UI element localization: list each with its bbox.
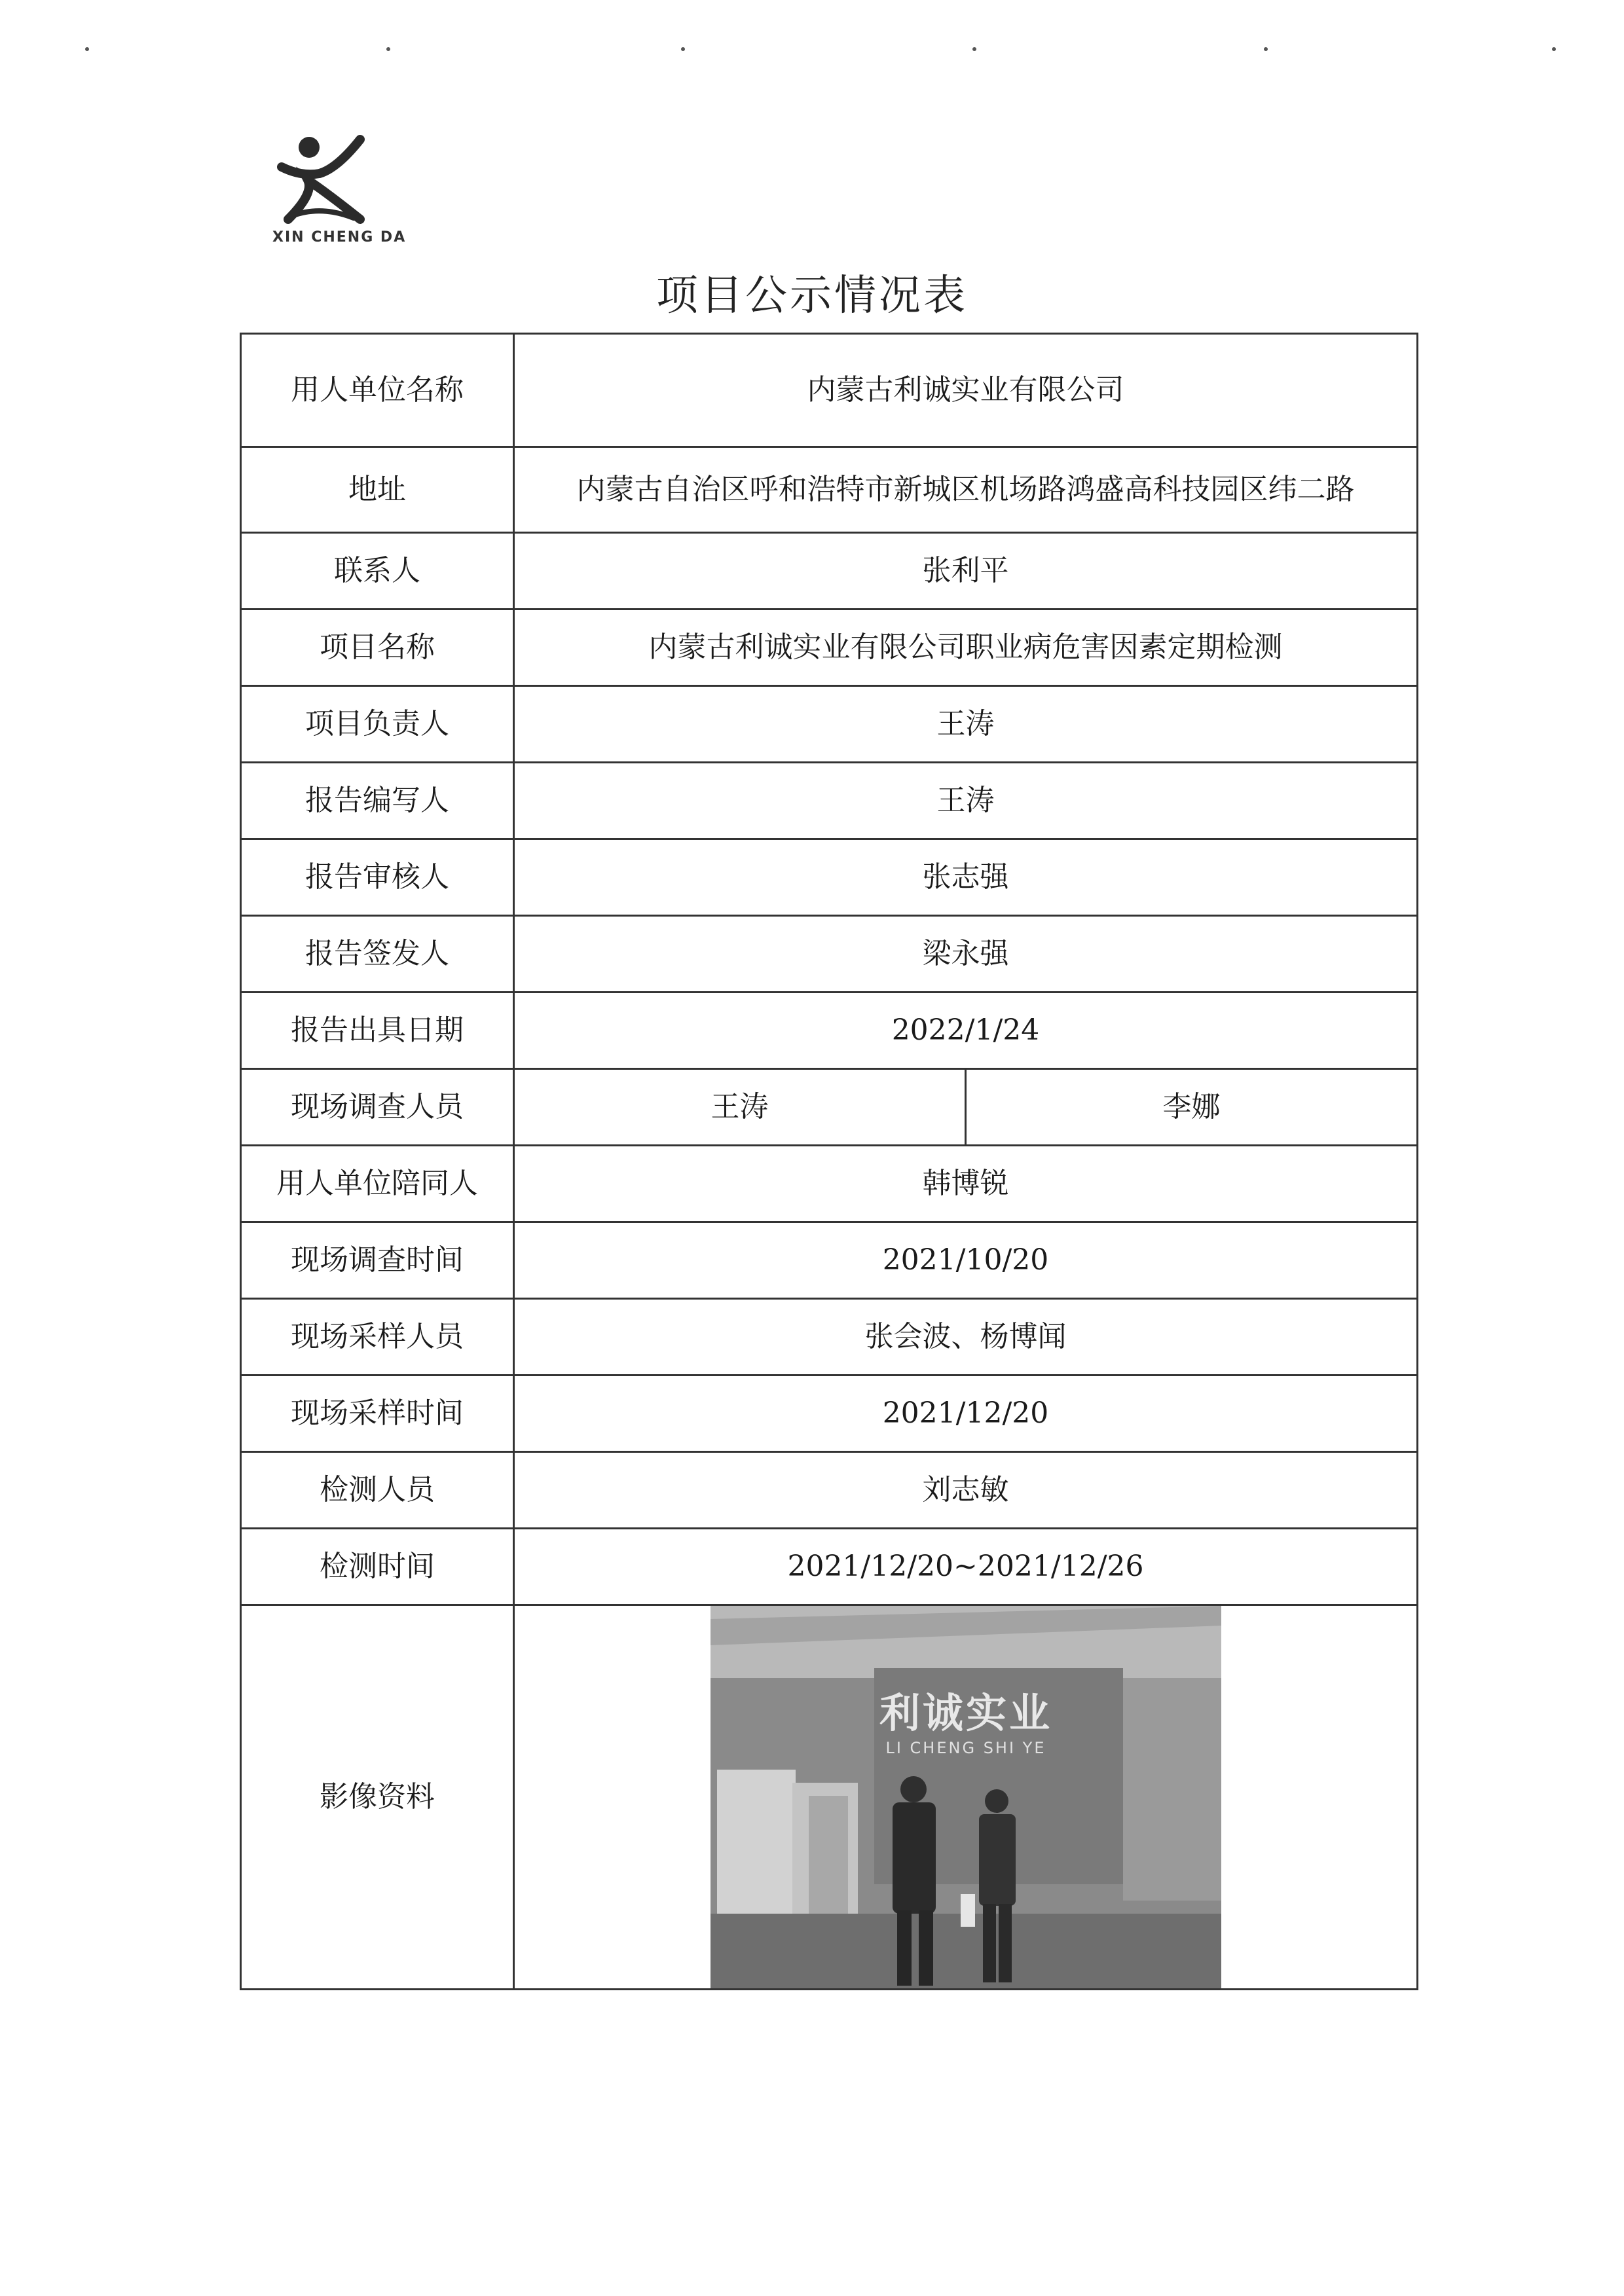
- table-row: [241, 763, 1418, 839]
- table-row: [241, 1529, 1418, 1605]
- table-row: [241, 1146, 1418, 1222]
- escort-value: 韩博锐: [514, 1146, 1418, 1222]
- row-label: 检测时间: [241, 1529, 514, 1605]
- table-row: [241, 1376, 1418, 1452]
- scan-mark: [386, 47, 390, 51]
- scan-mark: [1264, 47, 1268, 51]
- table-row: [241, 686, 1418, 763]
- row-label: 现场采样人员: [241, 1299, 514, 1376]
- report-writer-value: 王涛: [514, 763, 1418, 839]
- row-label: 用人单位陪同人: [241, 1146, 514, 1222]
- report-issuer-value: 梁永强: [514, 916, 1418, 993]
- project-lead-value: 王涛: [514, 686, 1418, 763]
- row-label: 影像资料: [241, 1605, 514, 1990]
- table-row: [241, 839, 1418, 916]
- scan-mark: [681, 47, 685, 51]
- survey-time-value: 2021/10/20: [514, 1222, 1418, 1299]
- table-row: [241, 610, 1418, 686]
- scan-mark: [85, 47, 89, 51]
- row-label: 现场调查时间: [241, 1222, 514, 1299]
- sampling-time-value: 2021/12/20: [514, 1376, 1418, 1452]
- scan-mark: [1552, 47, 1556, 51]
- sign-text: 利诚实业: [879, 1689, 1052, 1737]
- row-label: 报告审核人: [241, 839, 514, 916]
- row-label: 联系人: [241, 533, 514, 610]
- sign-subtext: LI CHENG SHI YE: [885, 1739, 1046, 1757]
- row-label: 用人单位名称: [241, 334, 514, 447]
- row-label: 检测人员: [241, 1452, 514, 1529]
- row-label: 现场采样时间: [241, 1376, 514, 1452]
- address-value: 内蒙古自治区呼和浩特市新城区机场路鸿盛高科技园区纬二路: [514, 447, 1418, 533]
- company-logo: [268, 128, 373, 246]
- table-row: [241, 916, 1418, 993]
- testing-staff-value: 刘志敏: [514, 1452, 1418, 1529]
- site-photo: [710, 1606, 1221, 1988]
- logo-text: XIN CHENG DA: [272, 229, 407, 246]
- row-label: 报告出具日期: [241, 993, 514, 1069]
- report-reviewer-value: 张志强: [514, 839, 1418, 916]
- page-title: 项目公示情况表: [656, 272, 968, 320]
- table-row: [241, 1452, 1418, 1529]
- scan-mark: [972, 47, 976, 51]
- sampling-staff-value: 张会波、杨博闻: [514, 1299, 1418, 1376]
- table-row: [241, 334, 1418, 447]
- table-row: [241, 1299, 1418, 1376]
- row-label: 现场调查人员: [241, 1069, 514, 1146]
- row-label: 报告编写人: [241, 763, 514, 839]
- row-label: 报告签发人: [241, 916, 514, 993]
- image-cell: [514, 1605, 1418, 1990]
- report-date-value: 2022/1/24: [514, 993, 1418, 1069]
- contact-value: 张利平: [514, 533, 1418, 610]
- employer-value: 内蒙古利诚实业有限公司: [514, 334, 1418, 447]
- row-label: 项目负责人: [241, 686, 514, 763]
- table-row: [241, 533, 1418, 610]
- table-row: [241, 993, 1418, 1069]
- table-row: [241, 447, 1418, 533]
- row-label: 项目名称: [241, 610, 514, 686]
- survey-staff-value-1: 王涛: [514, 1069, 966, 1146]
- table-row: [241, 1605, 1418, 1990]
- survey-staff-value-2: 李娜: [966, 1069, 1418, 1146]
- testing-time-value: 2021/12/20~2021/12/26: [514, 1529, 1418, 1605]
- table-row: [241, 1069, 1418, 1146]
- table-row: [241, 1222, 1418, 1299]
- row-label: 地址: [241, 447, 514, 533]
- project-name-value: 内蒙古利诚实业有限公司职业病危害因素定期检测: [514, 610, 1418, 686]
- project-info-table: [240, 333, 1418, 1990]
